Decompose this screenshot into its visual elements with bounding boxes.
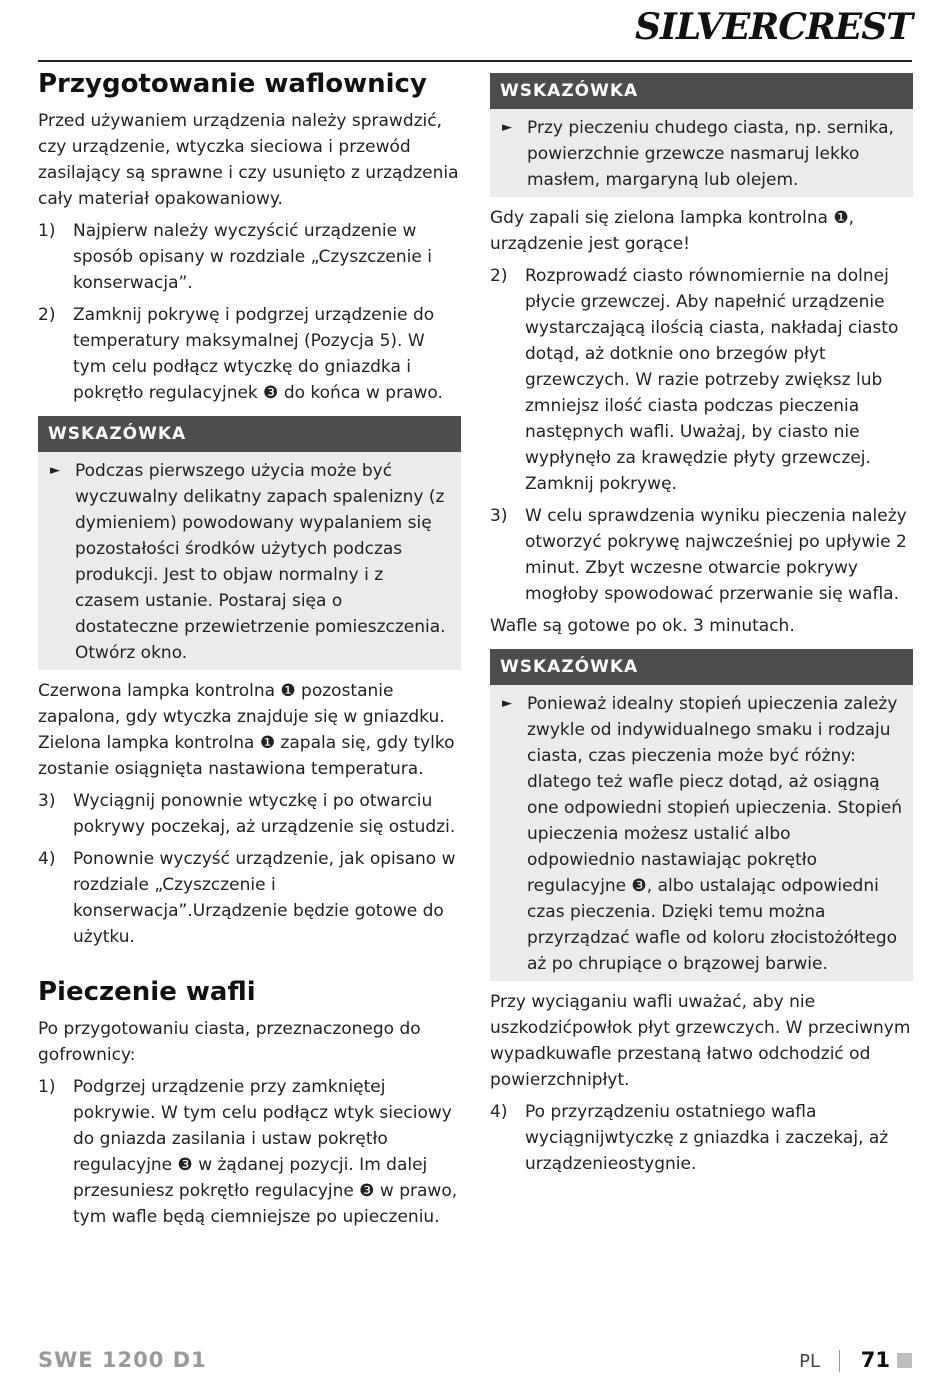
list-item bbox=[490, 263, 913, 497]
list-item bbox=[490, 1099, 913, 1177]
step-text: Rozprowadź ciasto równomiernie na dolnej płycie grzewczej. Aby napełnić urządzenie wystarczającą ilością ciasta, nakładaj ciasto dotąd, aż dotknie ono brzegów płyt grzewczych. W razie potrzeby zwiększ lub zmniejsz ilość ciasta podczas pieczenia następnych wafli. Uważaj, by ciasto nie wypłynęło za krawędzie płyty grzewczej. Zamknij pokrywę. bbox=[525, 266, 899, 494]
step-text: Wyciągnij ponownie wtyczkę i po otwarciu pokrywy poczekaj, aż urządzenie się ostudzi. bbox=[73, 791, 456, 837]
right-column bbox=[490, 68, 913, 1183]
step-text: Zamknij pokrywę i podgrzej urządzenie do temperatury maksymalnej (Pozycja 5). W tym celu podłącz wtyczkę do gniazdka i pokrętło regulacyjnek ❸ do końca w prawo. bbox=[73, 305, 443, 403]
note-text: Przy pieczeniu chudego ciasta, np. sernika, powierzchnie grzewcze nasmaruj lekko masłem, margaryną lub olejem. bbox=[527, 118, 894, 190]
step-number: 3) bbox=[490, 506, 508, 526]
note-body bbox=[490, 109, 913, 197]
list-item bbox=[38, 302, 461, 406]
list-item bbox=[490, 503, 913, 607]
section-title-preparation: Przygotowanie waflownicy bbox=[38, 69, 427, 99]
intro-paragraph: Przed używaniem urządzenia należy sprawdzić, czy urządzenie, wtyczka sieciowa i przewód zasilający są sprawne i czy usunięto z urządzenia cały materiał opakowaniowy. bbox=[38, 111, 459, 209]
step-text: Podgrzej urządzenie przy zamkniętej pokrywie. W tym celu podłącz wtyk sieciowy do gniazda zasilania i ustaw pokrętło regulacyjne ❸ w żądanej pozycji. Im dalej przesuniesz pokrętło regulacyjne ❸ w prawo, tym wafle będą ciemniejsze po upieczeniu. bbox=[73, 1077, 458, 1227]
triangle-bullet-icon: ► bbox=[502, 120, 512, 135]
steps-list-c bbox=[38, 1074, 461, 1230]
steps-list-e bbox=[490, 1099, 913, 1177]
list-item bbox=[38, 846, 461, 950]
language-code: PL bbox=[799, 1351, 820, 1372]
remove-paragraph: Przy wyciąganiu wafli uważać, aby nie uszkodzićpowłok płyt grzewczych. W przeciwnym wypadkuwafle przestaną łatwo odchodzić od powierzchnipłyt. bbox=[490, 992, 911, 1090]
note-body bbox=[490, 685, 913, 981]
step-number: 3) bbox=[38, 791, 56, 811]
steps-list-a bbox=[38, 218, 461, 406]
green-lamp-paragraph: Gdy zapali się zielona lampka kontrolna ❶, urządzenie jest gorące! bbox=[490, 208, 855, 254]
step-number: 2) bbox=[490, 266, 508, 286]
footer-divider bbox=[839, 1350, 840, 1372]
step-text: W celu sprawdzenia wyniku pieczenia należy otworzyć pokrywę najwcześniej po upływie 2 minut. Zbyt wczesne otwarcie pokrywy mogłoby spowodować przerwanie się wafla. bbox=[525, 506, 907, 604]
brand-logo: SILVERCREST bbox=[635, 6, 912, 48]
step-number: 1) bbox=[38, 221, 56, 241]
step-text: Po przyrządzeniu ostatniego wafla wyciągnijwtyczkę z gniazdka i zaczekaj, aż urządzenieostygnie. bbox=[525, 1102, 889, 1174]
note-box bbox=[490, 73, 913, 197]
note-text: Podczas pierwszego użycia może być wyczuwalny delikatny zapach spalenizny (z dymieniem) powodowany wypalaniem się pozostałości środków użytych podczas produkcji. Jest to objaw normalny i z czasem ustanie. Postaraj sięa o dostateczne przewietrzenie pomieszczenia. Otwórz okno. bbox=[75, 461, 446, 663]
note-body bbox=[38, 452, 461, 670]
step-text: Najpierw należy wyczyścić urządzenie w sposób opisany w rozdziale „Czyszczenie i konserwacja”. bbox=[73, 221, 432, 293]
page-header bbox=[38, 0, 912, 62]
step-number: 4) bbox=[38, 849, 56, 869]
list-item bbox=[38, 1074, 461, 1230]
note-text: Ponieważ idealny stopień upieczenia zależy zwykle od indywidualnego smaku i rodzaju ciasta, czas pieczenia może być różny: dlatego też wafle piecz dotąd, aż osiągną one odpowiedni stopień upieczenia. Stopień upieczenia możesz ustalić albo odpowiednio nastawiając pokrętło regulacyjne ❸, albo ustalając odpowiedni czas pieczenia. Dzięki temu można przyrządzać wafle od koloru złocistożółtego aż po chrupiące o brązowej barwie. bbox=[527, 694, 903, 974]
square-marker-icon bbox=[897, 1353, 912, 1368]
section-title-baking: Pieczenie wafli bbox=[38, 977, 256, 1007]
step-number: 2) bbox=[38, 305, 56, 325]
step-text: Ponownie wyczyść urządzenie, jak opisano w rozdziale „Czyszczenie i konserwacja”.Urządzenie będzie gotowe do użytku. bbox=[73, 849, 456, 947]
note-heading: WSKAZÓWKA bbox=[490, 73, 913, 109]
list-item bbox=[38, 788, 461, 840]
note-heading: WSKAZÓWKA bbox=[38, 416, 461, 452]
note-box bbox=[38, 416, 461, 670]
step-number: 4) bbox=[490, 1102, 508, 1122]
left-column bbox=[38, 68, 461, 1236]
note-heading: WSKAZÓWKA bbox=[490, 649, 913, 685]
triangle-bullet-icon: ► bbox=[50, 463, 60, 478]
ready-paragraph: Wafle są gotowe po ok. 3 minutach. bbox=[490, 616, 795, 636]
step-number: 1) bbox=[38, 1077, 56, 1097]
note-box bbox=[490, 649, 913, 981]
lamp-paragraph: Czerwona lampka kontrolna ❶ pozostanie zapalona, gdy wtyczka znajduje się w gniazdku. Zielona lampka kontrolna ❶ zapala się, gdy tylko zostanie osiągnięta nastawiona temperatura. bbox=[38, 681, 455, 779]
page-number: 71 bbox=[860, 1348, 890, 1372]
steps-list-b bbox=[38, 788, 461, 950]
triangle-bullet-icon: ► bbox=[502, 696, 512, 711]
steps-list-d bbox=[490, 263, 913, 607]
intro2-paragraph: Po przygotowaniu ciasta, przeznaczonego do gofrownicy: bbox=[38, 1019, 421, 1065]
list-item bbox=[38, 218, 461, 296]
model-number: SWE 1200 D1 bbox=[38, 1348, 207, 1372]
